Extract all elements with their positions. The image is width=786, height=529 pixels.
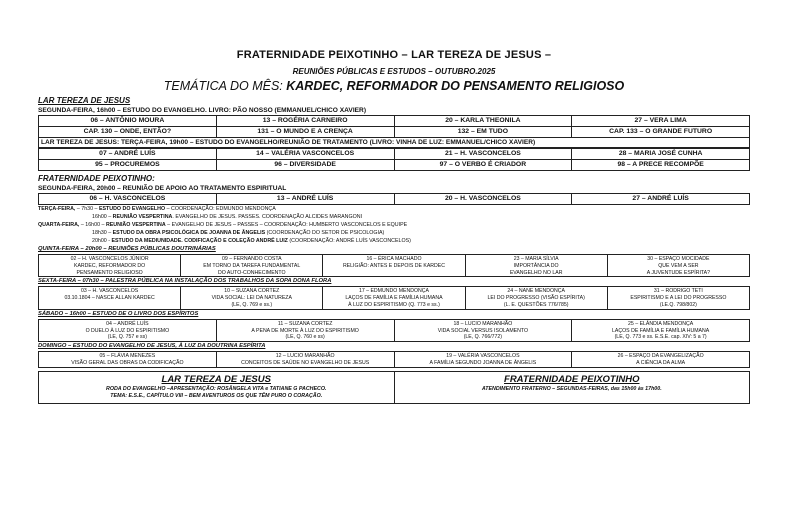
speaker-label: 12 – LUCIO MARANHÃO [275, 353, 335, 360]
sunday-table [38, 351, 750, 368]
table-cell: 28 – MARIA JOSÉ CUNHA [572, 149, 750, 160]
frat-section-title: FRATERNIDADE PEIXOTINHO: [38, 174, 155, 183]
lar-monday-table [38, 115, 750, 138]
topic-label: PENSAMENTO RELIGIOSO [76, 269, 143, 276]
topic-label: VIDA SOCIAL: LEI DA NATUREZA [211, 295, 292, 302]
speaker-label: 10 – SUZANA CORTEZ [224, 288, 280, 295]
topic-label: ESPIRITISMO E A LEI DO PROGRESSO [630, 295, 727, 302]
time-label: 18h30 – [92, 230, 112, 236]
topic-label: (LE, Q. 757 e ss) [107, 334, 147, 341]
activity-detail: (COORDENAÇÃO DO SETOR DE PSICOLOGIA) [266, 230, 385, 236]
schedule-document [38, 48, 750, 404]
friday-header: SEXTA-FEIRA – 07h30 – PALESTRA PÚBLICA NA INSTALAÇÃO DOS TRABALHOS DA SOPA DONA FLORA [38, 278, 332, 285]
table-cell [39, 319, 217, 341]
activity-detail: . EVANGELHO DE JESUS. PASSES. COORDENAÇÃO ALCIDES MARANGONI [172, 214, 363, 220]
table-row [39, 194, 750, 205]
sunday-header: DOMINGO – ESTUDO DO EVANGELHO DE JESUS, À LUZ DA DOUTRINA ESPÍRITA [38, 343, 266, 350]
activity-label: ESTUDO DO EVANGELHO [98, 206, 166, 212]
topic-label: EM TORNO DA TAREFA FUNDAMENTAL [203, 262, 301, 269]
topic-label: LAÇOS DE FAMÍLIA E FAMÍLIA HUMANA [612, 327, 710, 334]
table-cell [572, 319, 750, 341]
topic-label: (LE, Q. 766/772) [463, 334, 503, 341]
table-cell: 131 – O MUNDO E A CRENÇA [216, 127, 394, 138]
lar-tuesday-line: LAR TEREZA DE JESUS: TERÇA-FEIRA, 19h00 – ESTUDO DO EVANGELHO/REUNIÃO DE TRATAMENTO (LIVRO: VINHA DE LUZ: EMMANUEL/CHICO XAVIER) [38, 138, 750, 148]
topic-label: CONCEITOS DE SAÚDE NO EVANGELHO DE JESUS [241, 359, 370, 366]
table-cell: 06 – ANTÔNIO MOURA [39, 116, 217, 127]
footer-right-title: FRATERNIDADE PEIXOTINHO [504, 373, 640, 385]
topic-label: EVANGELHO NO LAR [509, 269, 563, 276]
table-cell [181, 255, 323, 277]
table-cell [394, 352, 572, 368]
footer-table [38, 371, 750, 404]
table-cell: 27 – ANDRÉ LUÍS [572, 194, 750, 205]
topic-label: (LE, Q. 760 e ss) [285, 334, 325, 341]
table-cell: 132 – EM TUDO [394, 127, 572, 138]
table-cell [323, 287, 465, 309]
table-cell [216, 352, 394, 368]
frat-wednesday-line1 [38, 221, 750, 229]
topic-label: IMPORTÂNCIA DO [513, 262, 559, 269]
speaker-label: 17 – EDMUNDO MENDONÇA [358, 288, 429, 295]
speaker-label: 16 – ÉRICA MACHADO [366, 256, 422, 262]
table-cell [607, 255, 749, 277]
table-cell [181, 287, 323, 309]
footer-left-cell [39, 371, 395, 403]
table-row [39, 319, 750, 341]
table-cell [465, 287, 607, 309]
frat-wednesday-line2 [38, 229, 750, 237]
topic-label: LEI DO PROGRESSO (VISÃO ESPÍRITA) [487, 295, 585, 302]
time-label: 16h00 – [92, 214, 112, 220]
table-cell: 97 – O VERBO É CRIADOR [394, 160, 572, 171]
table-cell [465, 255, 607, 277]
topic-label: (LE, Q. 769 e ss.) [231, 301, 273, 308]
topic-label: A PENA DE MORTE À LUZ DO ESPIRITISMO [251, 327, 359, 334]
footer-right-cell [394, 371, 750, 403]
table-row [39, 287, 750, 309]
speaker-label: 04 – ANDRÉ LUÍS [106, 320, 149, 327]
speaker-label: 18 – LUCIO MARANHÃO [453, 320, 513, 327]
table-cell [323, 255, 465, 277]
table-cell [39, 352, 217, 368]
speaker-label: 25 – ELÂNDIA MENDONÇA [628, 320, 694, 327]
footer-left-line1: RODA DO EVANGELHO –APRESENTAÇÃO: ROSÂNGELA VITA e TATIANE G PACHECO. [106, 385, 327, 392]
topic-label [41, 302, 178, 309]
theme-label: TEMÁTICA DO MÊS: [163, 79, 283, 93]
topic-label: O DUELO À LUZ DO ESPIRITISMO [85, 327, 170, 334]
table-cell: 13 – ROGÉRIA CARNEIRO [216, 116, 394, 127]
table-cell: 07 – ANDRÉ LUÍS [39, 149, 217, 160]
time-label: – 7h30 – [76, 206, 98, 212]
topic-label: VIDA SOCIAL VERSUS ISOLAMENTO [437, 327, 528, 334]
table-row [39, 116, 750, 127]
friday-table [38, 286, 750, 309]
activity-detail: – COORDENAÇÃO: EDMUNDO MENDONÇA [166, 206, 276, 212]
saturday-header: SÁBADO – 16h00 – ESTUDO DE O LIVRO DOS ESPÍRITOS [38, 310, 199, 317]
frat-monday-table [38, 193, 750, 205]
table-cell [572, 352, 750, 368]
frat-wednesday-line3 [38, 237, 750, 245]
table-cell: 20 – KARLA THEONILA [394, 116, 572, 127]
speaker-label: 03 – H. VASCONCELOS [80, 288, 139, 295]
table-row [39, 160, 750, 171]
speaker-label: 02 – H. VASCONCELOS JÚNIOR [70, 256, 149, 262]
table-cell [39, 255, 181, 277]
frat-monday-line: SEGUNDA-FEIRA, 20h00 – REUNIÃO DE APOIO AO TRATAMENTO ESPIRITUAL [38, 185, 287, 192]
table-cell: 06 – H. VASCONCELOS [39, 194, 217, 205]
table-cell: 96 – DIVERSIDADE [216, 160, 394, 171]
document-subtitle: REUNIÕES PÚBLICAS E ESTUDOS – OUTUBRO.2025 [292, 67, 496, 76]
time-label: 20h00 - [92, 238, 110, 244]
table-cell [607, 287, 749, 309]
activity-label: REUNIÃO VESPERTINA [112, 214, 173, 220]
footer-left-line2: TEMA: E.S.E., CAPÍTULO VIII – BEM AVENTUROS OS QUE TÊM PURO O CORAÇÃO. [110, 393, 323, 400]
activity-detail: (COORDENAÇÃO: ANDRÉ LUÍS VASCONCELOS) [289, 238, 411, 244]
topic-label: (L. E. QUESTÕES 776/785) [503, 301, 569, 308]
frat-tuesday-line1 [38, 205, 750, 213]
topic-label: À LUZ DO ESPIRITISMO (Q. 773 e ss.) [348, 301, 440, 308]
table-cell: CAP. 130 – ONDE, ENTÃO? [39, 127, 217, 138]
theme-line [38, 79, 750, 93]
topic-label [325, 270, 462, 277]
topic-label: LAÇOS DE FAMÍLIA E FAMÍLIA HUMANA [345, 295, 443, 302]
table-row [39, 149, 750, 160]
topic-label: KARDEC, REFORMADOR DO [73, 262, 146, 269]
thursday-table [38, 254, 750, 277]
speaker-label: 26 – ESPAÇO DA EVANGELIZAÇÃO [617, 353, 704, 360]
activity-label: ESTUDO DA OBRA PSICOLÓGICA DE JOANNA DE ÂNGELIS [112, 230, 266, 236]
topic-label: DO AUTO-CONHECIMENTO [218, 269, 286, 276]
topic-label: QUE VEM A SER [658, 262, 699, 269]
speaker-label: 31 – RODRIGO TETI [653, 288, 703, 295]
topic-label: A CIÊNCIA DA ALMA [636, 359, 686, 366]
topic-label: 03.10.1804 – NASCE ALLAN KARDEC [64, 295, 155, 302]
table-row [39, 371, 750, 403]
topic-label: (LE, Q. 773 e ss. E.S.E. cap. XIV: 5 a 7) [614, 334, 707, 341]
speaker-label: 05 – FLÁVIA MENEZES [99, 353, 156, 360]
document-title: FRATERNIDADE PEIXOTINHO – LAR TEREZA DE JESUS – [236, 49, 552, 61]
table-cell: 27 – VERA LIMA [572, 116, 750, 127]
lar-section-title: LAR TEREZA DE JESUS [38, 96, 131, 105]
footer-right-line1: ATENDIMENTO FRATERNO – SEGUNDAS-FEIRAS, das 15h00 às 17h00. [481, 385, 662, 392]
table-cell: 98 – A PRECE RECOMPÕE [572, 160, 750, 171]
saturday-table [38, 319, 750, 342]
table-cell: 14 – VALÉRIA VASCONCELOS [216, 149, 394, 160]
topic-label: VISÃO GERAL DAS OBRAS DA CODIFICAÇÃO [71, 359, 184, 366]
table-cell: 21 – H. VASCONCELOS [394, 149, 572, 160]
speaker-label: 11 – SUZANA CORTEZ [277, 320, 333, 327]
theme-value: KARDEC, REFORMADOR DO PENSAMENTO RELIGIOSO [286, 79, 625, 93]
lar-tuesday-table [38, 148, 750, 171]
table-cell: 95 – PROCUREMOS [39, 160, 217, 171]
topic-label: A JUVENTUDE ESPÍRITA? [646, 269, 711, 276]
table-row [39, 255, 750, 277]
topic-label: RELIGIÃO: ANTES E DEPOIS DE KARDEC [342, 262, 445, 269]
table-cell [394, 319, 572, 341]
table-row [39, 127, 750, 138]
table-cell [39, 287, 181, 309]
activity-detail: – EVANGELHO DE JESUS – PASSES – COORDENAÇÃO: HUMBERTO VASCONCELOS E EQUIPE [167, 222, 408, 228]
day-label: TERÇA-FEIRA, [38, 206, 76, 212]
frat-tuesday-line2 [38, 213, 750, 221]
time-label: – 16h00 – [80, 222, 105, 228]
table-cell [216, 319, 394, 341]
lar-monday-line: SEGUNDA-FEIRA, 16h00 – ESTUDO DO EVANGELHO. LIVRO: PÃO NOSSO (EMMANUEL/CHICO XAVIER) [38, 107, 367, 114]
thursday-header: QUINTA-FEIRA – 20h00 – REUNIÕES PÚBLICAS DOUTRINÁRIAS [38, 246, 216, 252]
speaker-label: 23 – MARIA SÍLVIA [513, 256, 559, 262]
table-cell: CAP. 133 – O GRANDE FUTURO [572, 127, 750, 138]
footer-left-title: LAR TEREZA DE JESUS [161, 373, 271, 385]
day-label: QUARTA-FEIRA, [38, 222, 80, 228]
table-cell: 20 – H. VASCONCELOS [394, 194, 572, 205]
topic-label: (LE.Q. 798/802) [659, 301, 697, 308]
speaker-label: 19 – VALÉRIA VASCONCELOS [446, 353, 520, 360]
speaker-label: 09 – FERNANDO COSTA [221, 256, 282, 262]
topic-label: A FAMÍLIA SEGUNDO JOANNA DE ÂNGELIS [429, 359, 537, 366]
speaker-label: 24 – NANE MENDONÇA [507, 288, 565, 295]
activity-label: ESTUDO DA MEDIUNIDADE. CODIFICAÇÃO E COLEÇÃO ANDRÉ LUIZ [111, 238, 288, 244]
speaker-label: 30 – ESPAÇO MOCIDADE [647, 256, 710, 262]
table-row [39, 352, 750, 368]
activity-label: REUNIÃO VESPERTINA [105, 222, 166, 228]
table-cell: 13 – ANDRÉ LUÍS [216, 194, 394, 205]
